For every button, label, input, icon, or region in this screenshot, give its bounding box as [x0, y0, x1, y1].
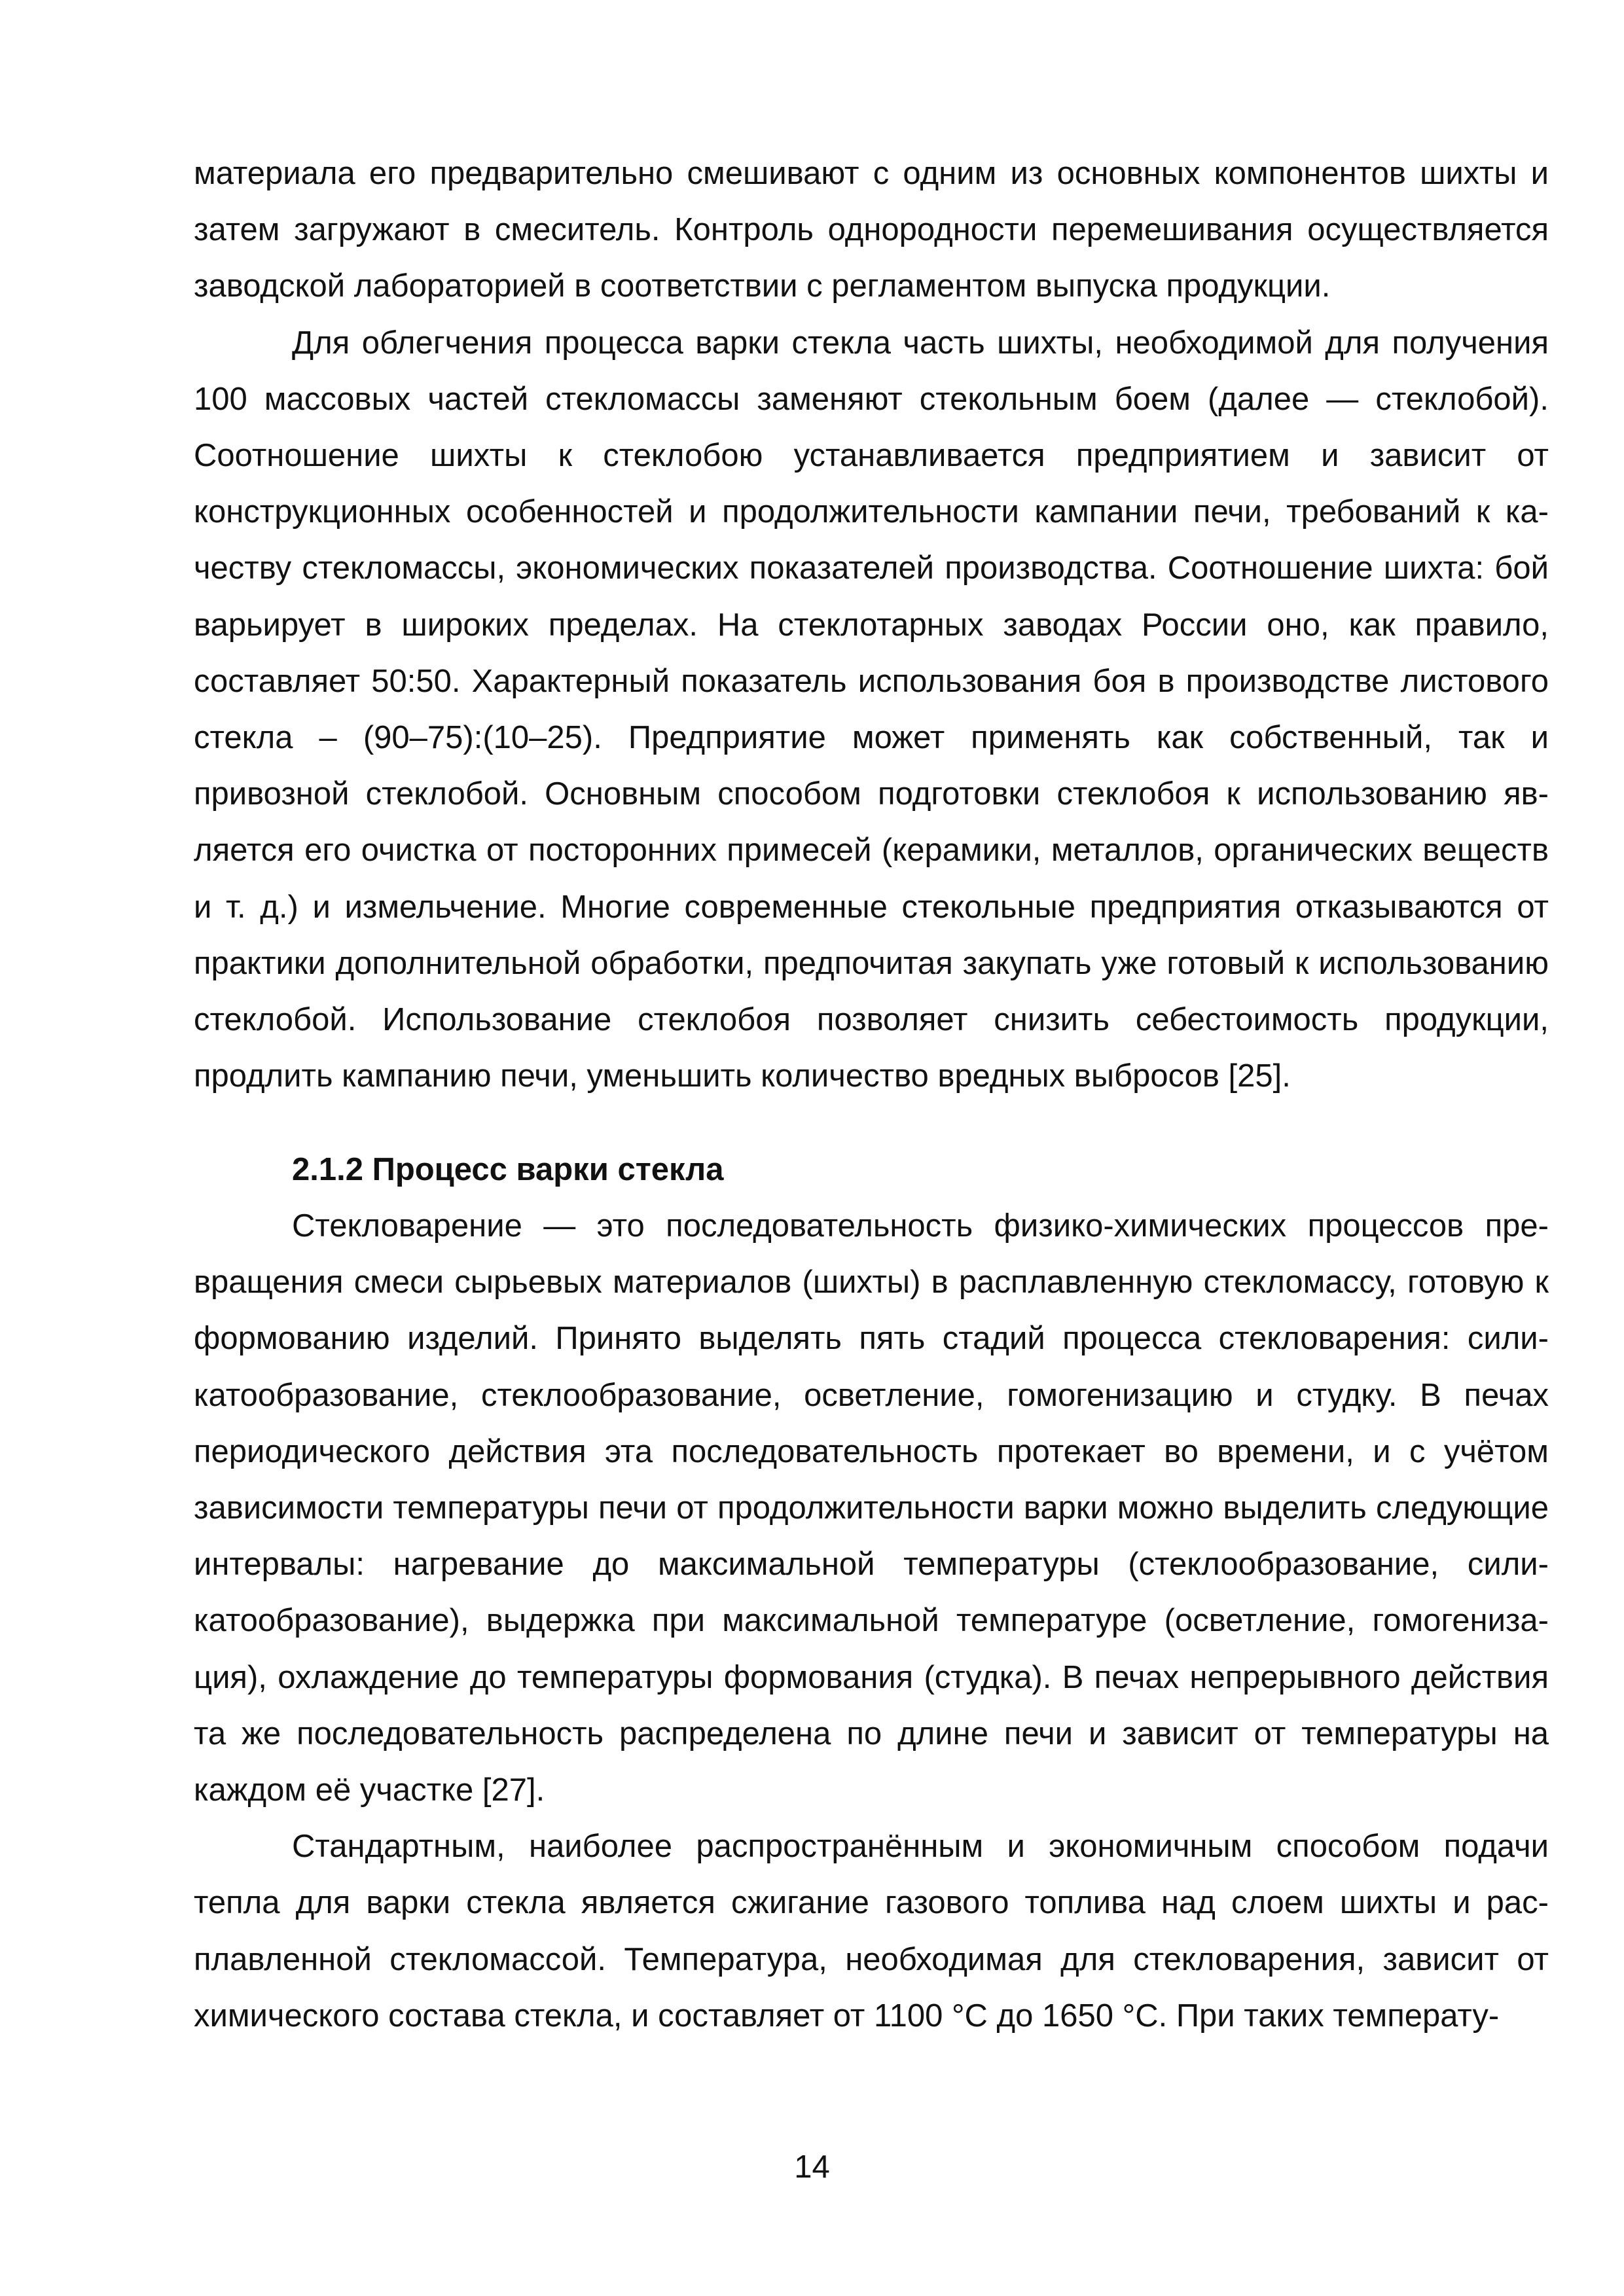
- paragraph-heating-method: Стандартным, наиболее распространённым и экономичным способом подачи тепла для варки стекла является сжигание газового топлива над слоем шихты и расплавленной стекломассой. Температура, необходимая для стекловарения, зависит от химического состава стекла, и составляет от 1100 °С до 1650 °С. При таких температу-: [194, 1829, 1549, 2034]
- paragraph-melting-process: Стекловарение — это последовательность физико-химических процессов превращения смеси сырьевых материалов (шихты) в расплавленную стекломассу, готовую к формованию изделий. Принято выделять пять стадий процесса стекловарения: силикатообразование, стеклообразование, осветление, гомогенизацию и студку. В печах периодического действия эта последовательность протекает во времени, и с учётом зависимости температуры печи от продолжительности варки можно выделить следующие интервалы: нагревание до максимальной температуры (стеклообразование, силикатообразование), выдержка при максимальной температуре (осветление, гомогенизация), охлаждение до температуры формования (студка). В печах непрерывного действия та же последовательность распределена по длине печи и зависит от температуры на каждом её участке [27].: [194, 1208, 1549, 1808]
- body-text-bottom: [194, 1198, 1549, 2044]
- body-text-top: [194, 145, 1549, 1104]
- page-number: 14: [794, 2149, 830, 2185]
- section-heading: 2.1.2 Процесс варки стекла: [292, 1152, 724, 1187]
- paragraph-cullet: Для облегчения процесса варки стекла часть шихты, необходимой для получения 100 массовых частей стекломассы заменяют стекольным боем (далее — стеклобой). Соотношение шихты к стеклобою устанавливается предприятием и зависит от конструкционных особенностей и продолжительности кампании печи, требований к качеству стекломассы, экономических показателей производства. Соотношение шихта: бой варьирует в широких пределах. На стеклотарных заводах России оно, как правило, составляет 50:50. Характерный показатель использования боя в производстве листового стекла – (90–75):(10–25). Предприятие может применять как собственный, так и привозной стеклобой. Основным способом подготовки стеклобоя к использованию является его очистка от посторонних примесей (керамики, металлов, органических веществ и т. д.) и измельчение. Многие современные стекольные предприятия отказываются от практики дополнительной обработки, предпочитая закупать уже готовый к использованию стеклобой. Использование стеклобоя позволяет снизить себестоимость продукции, продлить кампанию печи, уменьшить количество вредных выбросов [25].: [194, 325, 1549, 1094]
- paragraph-continuation: материала его предварительно смешивают с одним из основных компонентов шихты и затем загружают в смеситель. Контроль однородности перемешивания осуществляется заводской лабораторией в соответствии с регламентом выпуска продукции.: [194, 156, 1549, 304]
